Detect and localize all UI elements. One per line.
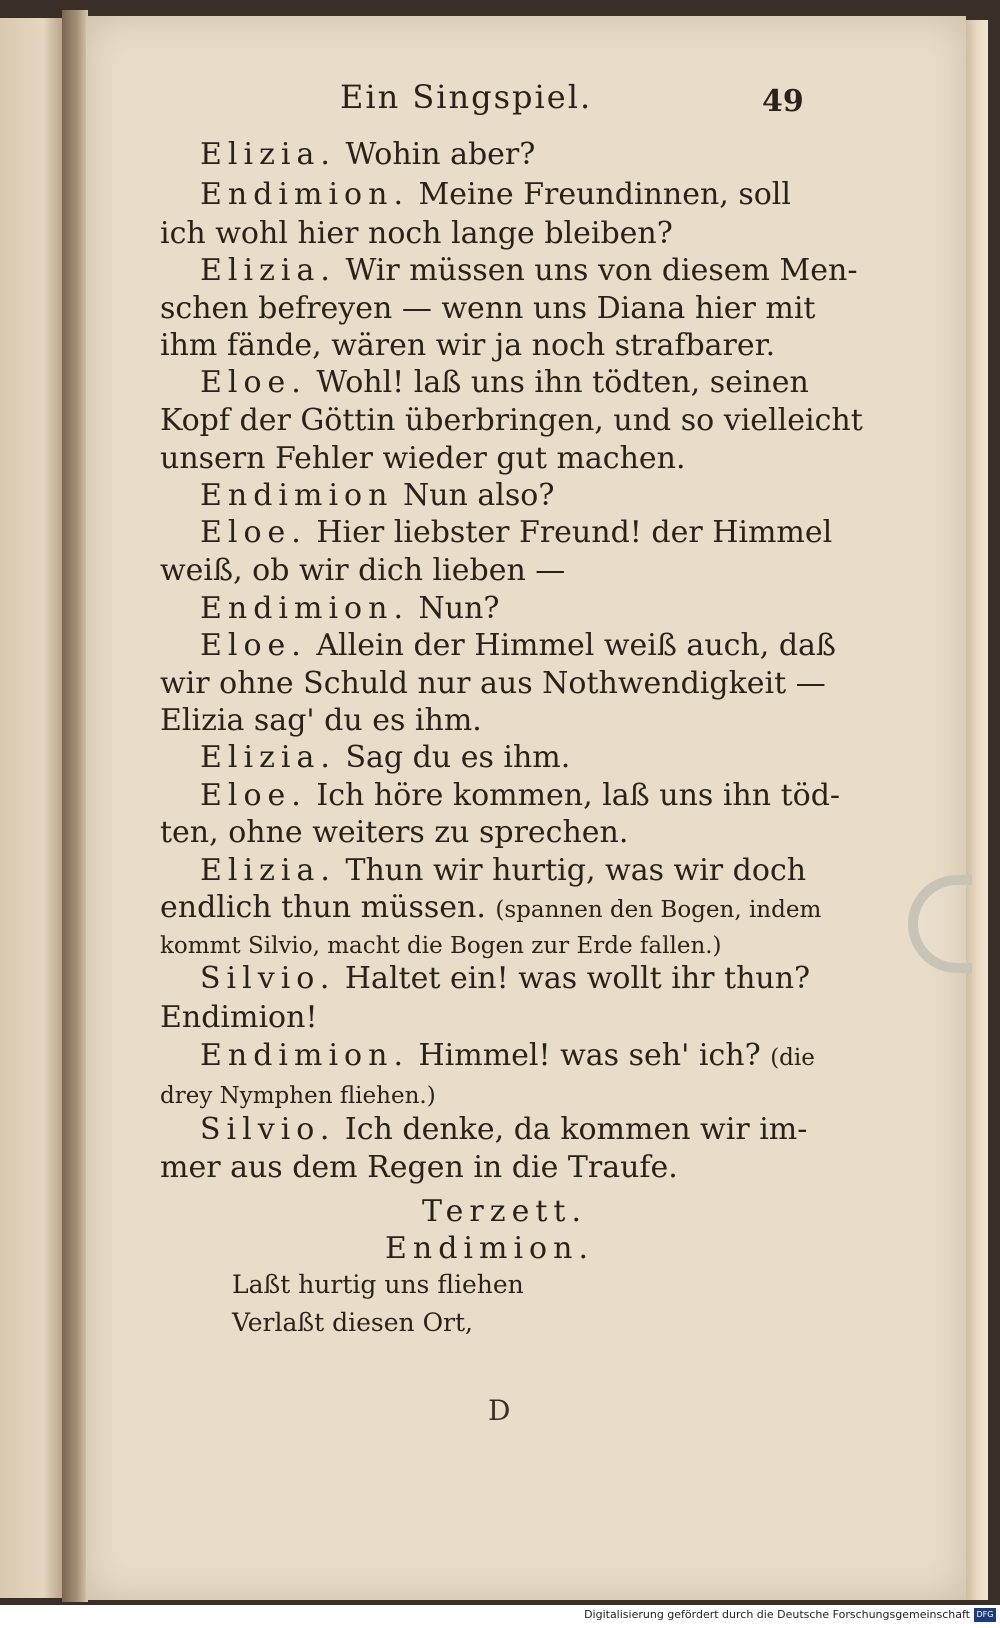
speaker-name: Silvio.	[200, 961, 336, 996]
line-text: Meine Freundinnen, soll	[408, 177, 791, 212]
line-text: wir ohne Schuld nur aus Nothwendigkeit —	[160, 666, 826, 701]
book-gutter	[62, 10, 88, 1602]
speaker-name: Eloe.	[200, 778, 307, 813]
continuation-line	[160, 327, 775, 365]
funding-credit: Digitalisierung gefördert durch die Deutsche Forschungsgemeinschaft	[584, 1608, 970, 1621]
page-edge	[966, 20, 988, 1600]
dialogue-line	[200, 514, 832, 552]
speaker-name: Elizia.	[200, 253, 336, 288]
line-text: Wohl! laß uns ihn tödten, seinen	[306, 365, 809, 400]
line-text: Allein der Himmel weiß auch, daß	[306, 628, 836, 663]
speaker-name: Eloe.	[200, 365, 307, 400]
line-text: ten, ohne weiters zu sprechen.	[160, 815, 629, 850]
dialogue-line	[200, 590, 500, 628]
line-text: Endimion!	[160, 1000, 318, 1035]
continuation-line	[160, 440, 686, 478]
line-text: weiß, ob wir dich lieben —	[160, 553, 566, 588]
line-text: Ich denke, da kommen wir im-	[335, 1112, 808, 1147]
dialogue-line	[200, 1037, 815, 1077]
dialogue-line	[200, 852, 806, 890]
speaker-name: Elizia.	[200, 137, 336, 172]
continuation-line	[160, 215, 673, 253]
speaker-name: Elizia.	[200, 853, 336, 888]
dialogue-line	[200, 252, 857, 290]
dialogue-line	[200, 777, 840, 815]
song-singer: Endimion.	[385, 1231, 594, 1266]
verse-line: Laßt hurtig uns fliehen	[232, 1270, 524, 1299]
footer-bar	[0, 1605, 1000, 1628]
dialogue-line	[200, 627, 836, 665]
line-text: ich wohl hier noch lange bleiben?	[160, 216, 673, 251]
stage-direction: kommt Silvio, macht die Bogen zur Erde fallen.)	[160, 933, 722, 959]
line-text: Kopf der Göttin überbringen, und so vielleicht	[160, 403, 863, 438]
speaker-name: Silvio.	[200, 1112, 336, 1147]
line-text: Wir müssen uns von diesem Men-	[335, 253, 858, 288]
speaker-name: Elizia.	[200, 740, 336, 775]
continuation-line	[160, 1075, 436, 1115]
speaker-name: Endimion.	[200, 1038, 409, 1073]
dialogue-line	[200, 176, 791, 214]
dialogue-line	[200, 136, 535, 174]
continuation-line	[160, 1149, 678, 1187]
continuation-line	[160, 999, 318, 1037]
continuation-line	[160, 290, 816, 328]
line-text: Nun?	[408, 591, 500, 626]
speaker-name: Eloe.	[200, 515, 307, 550]
continuation-line	[160, 402, 863, 440]
line-text: Wohin aber?	[335, 137, 536, 172]
running-head: Ein Singspiel.	[340, 78, 593, 116]
continuation-line	[160, 702, 482, 740]
continuation-line	[160, 814, 628, 852]
line-text: ihm fände, wären wir ja noch strafbarer.	[160, 328, 776, 363]
continuation-line	[160, 889, 821, 929]
stage-direction: (spannen den Bogen, indem	[495, 897, 822, 923]
dialogue-line	[200, 364, 809, 402]
stage-direction: drey Nymphen fliehen.)	[160, 1083, 436, 1109]
song-heading: Terzett.	[422, 1194, 587, 1229]
verse-line: Verlaßt diesen Ort,	[232, 1308, 474, 1337]
line-text: Sag du es ihm.	[335, 740, 571, 775]
line-text: unsern Fehler wieder gut machen.	[160, 441, 686, 476]
page-number: 49	[762, 84, 804, 119]
line-text: Nun also?	[393, 478, 555, 513]
dialogue-line	[200, 477, 554, 515]
stage-direction: (die	[770, 1045, 815, 1071]
line-text: Thun wir hurtig, was wir doch	[335, 853, 807, 888]
line-text: endlich thun müssen.	[160, 890, 496, 925]
line-text: Hier liebster Freund! der Himmel	[306, 515, 833, 550]
continuation-line	[160, 665, 826, 703]
speaker-name: Endimion.	[200, 177, 409, 212]
speaker-name: Eloe.	[200, 628, 307, 663]
dialogue-line	[200, 739, 570, 777]
line-text: Elizia sag' du es ihm.	[160, 703, 482, 738]
line-text: Ich höre kommen, laß uns ihn töd-	[306, 778, 841, 813]
line-text: Haltet ein! was wollt ihr thun?	[335, 961, 811, 996]
line-text: schen befreyen — wenn uns Diana hier mit	[160, 291, 816, 326]
speaker-name: Endimion	[200, 478, 394, 513]
left-page-edge	[0, 18, 62, 1598]
line-text: mer aus dem Regen in die Traufe.	[160, 1150, 678, 1185]
dialogue-line	[200, 1111, 807, 1149]
speaker-name: Endimion.	[200, 591, 409, 626]
signature-mark: D	[488, 1394, 511, 1427]
dfg-logo: DFG	[974, 1608, 996, 1622]
line-text: Himmel! was seh' ich?	[408, 1038, 771, 1073]
continuation-line	[160, 925, 722, 965]
continuation-line	[160, 552, 565, 590]
dialogue-line	[200, 960, 810, 998]
